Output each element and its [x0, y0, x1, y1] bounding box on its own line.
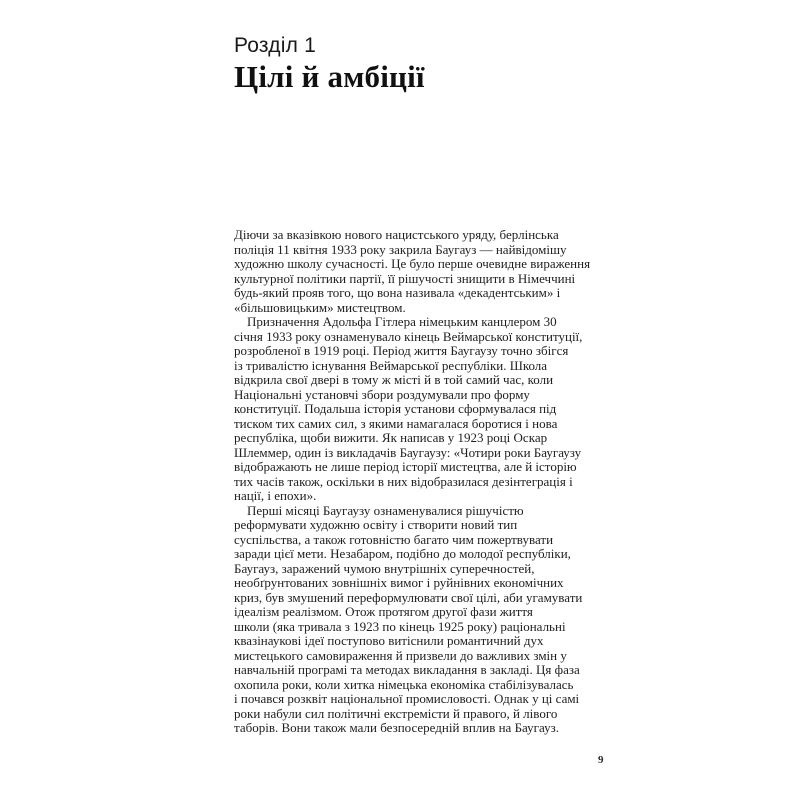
text-line: необґрунтованих зовнішніх вимог і руйнівних економічних [234, 575, 564, 590]
text-line: республіка, щоби вижити. Як написав у 1923 році Оскар [234, 430, 548, 445]
text-line: школи (яка тривала з 1923 по кінець 1925 року) раціональні [234, 618, 566, 634]
text-line: художню школу сучасності. Це було перше очевидне вираження [234, 256, 591, 271]
paragraph [234, 504, 614, 736]
text-line: відкрила свої двері в тому ж місті й в той самий час, коли [234, 372, 554, 387]
text-line: квазінаукові ідеї поступово витіснили романтичний дух [234, 633, 544, 648]
text-line: і почався розквіт національної промисловості. Однак у ці самі [234, 691, 580, 706]
text-line: Національні установчі збори роздумували про форму [234, 386, 530, 402]
text-line: тих часів також, оскільки в них відобразилася дезінтеграція і [234, 473, 573, 489]
text-line: мистецького самовираження й призвели до важливих змін у [234, 647, 567, 663]
text-line: Призначення Адольфа Гітлера німецьким канцлером 30 [247, 314, 557, 329]
text-line: культурної політики партії, її рішучості знищити в Німеччині [234, 270, 576, 286]
text-line: роки набули сил політичні екстремісти й правого, й лівого [234, 705, 558, 721]
text-line: поліція 11 квітня 1933 року закрила Баугауз — найвідомішу [234, 241, 567, 257]
text-line: «більшовицьким» мистецтвом. [234, 299, 406, 315]
text-line: ідеалізм реалізмом. Отож протягом другої фази життя [234, 604, 533, 619]
text-line: реформувати художню освіту і створити новий тип [234, 517, 518, 532]
text-line: заради цієї мети. Незабаром, подібно до молодої республіки, [234, 546, 571, 561]
text-line: таборів. Вони також мали безпосередній вплив на Баугауз. [234, 720, 559, 735]
page-number: 9 [598, 754, 604, 766]
text-line: із тривалістю існування Веймарської республіки. Школа [234, 357, 548, 373]
text-line: Баугауз, заражений чумою внутрішніх суперечностей, [234, 560, 535, 576]
text-line: суспільства, а також готовністю багато чим пожертвувати [234, 531, 554, 547]
text-line: тиском тих самих сил, з якими намагалася боротися і нова [234, 415, 558, 431]
text-line: Діючи за вказівкою нового нацистського уряду, берлінська [234, 227, 559, 242]
paragraph [234, 315, 614, 504]
text-line: криз, був змушений переформулювати свої цілі, аби угамувати [234, 589, 583, 605]
text-line: навчальній програмі та методах викладання в закладі. Ця фаза [234, 662, 580, 677]
text-line: будь-який прояв того, що вона називала «декадентським» і [234, 285, 561, 300]
paragraph [234, 228, 614, 315]
text-line: Шлеммер, один із викладачів Баугаузу: «Чотири роки Баугаузу [234, 444, 582, 460]
text-line: розробленої в 1919 році. Період життя Баугаузу точно збігся [234, 343, 569, 358]
chapter-header [234, 32, 425, 94]
chapter-title: Цілі й амбіції [234, 59, 425, 94]
text-line: відображають не лише період історії мистецтва, але й історію [234, 459, 577, 474]
text-line: конституції. Подальша історія установи сформувалася під [234, 401, 557, 416]
text-line: січня 1933 року ознаменувало кінець Веймарської конституції, [234, 328, 583, 344]
body-text [234, 228, 614, 736]
text-line: нації, і епохи». [234, 488, 317, 503]
text-line: охопила роки, коли хитка німецька економіка стабілізувалась [234, 676, 574, 692]
text-line: Перші місяці Баугаузу ознаменувалися рішучістю [247, 502, 524, 518]
chapter-kicker: Розділ 1 [234, 34, 316, 57]
